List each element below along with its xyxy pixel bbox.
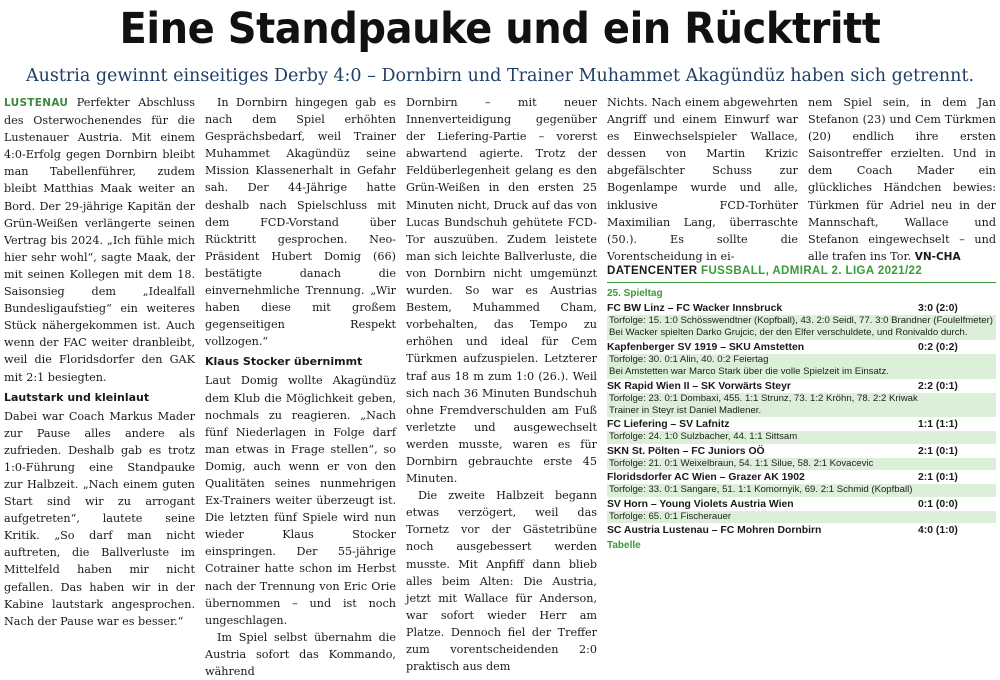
match-teams: SC Austria Lustenau – FC Mohren Dornbirn — [607, 525, 822, 537]
match-list — [607, 301, 996, 537]
match-teams: FC Liefering – SV Lafnitz — [607, 419, 730, 431]
datacenter-header — [607, 262, 996, 280]
match-details — [607, 431, 996, 443]
match-score: 1:1 (1:1) — [918, 419, 958, 431]
paragraph: Dabei war Coach Markus Mader zur Pause alles andere als zufrieden. Deshalb gab es trotz 1:0-Führung eine Standpauke zur Halbzeit. „Nach einem guten Start sind wir zu arrogant aufgetreten“, lautete seine Kritik. „So darf man nicht auftreten, die Ballverluste im Mittelfeld haben mir nicht gefallen. Das haben wir in der Kabine lautstark angesprochen. Nach der Pause war es besser.“ — [4, 409, 195, 628]
match-detail-line: Torfolge: 15. 1:0 Schösswendtner (Kopfball), 43. 2:0 Seidl, 77. 3:0 Brandner (Foulelfmeter) — [609, 315, 993, 326]
match-detail-line: Torfolge: 33. 0:1 Sangare, 51. 1:1 Komornyik, 69. 2:1 Schmid (Kopfball) — [609, 484, 913, 496]
match-row — [607, 301, 996, 315]
subheadline: Austria gewinnt einseitiges Derby 4:0 – Dornbirn und Trainer Muhammet Akagündüz haben sich getrennt. — [25, 66, 975, 86]
match-details — [607, 393, 996, 418]
paragraph: In Dornbirn hingegen gab es nach dem Spiel erhöhten Gesprächsbedarf, weil Trainer Muhammet Akagündüz seine Mission Klassenerhalt in Gefahr sah. Der 44-Jährige hatte deshalb nach Spielschluss mit dem FCD-Vorstand über Rücktritt gesprochen. Neo-Präsident Hubert Domig (66) bestätigte danach die einvernehmliche Trennung. „Wir haben diese mit großem gegenseitigen Respekt vollzogen.“ — [205, 96, 396, 349]
match-details — [607, 458, 996, 470]
match-detail-line: Torfolge: 21. 0:1 Weixelbraun, 54. 1:1 Silue, 58. 2:1 Kovacevic — [609, 457, 874, 469]
match-details — [607, 354, 996, 379]
match-detail-line: Torfolge: 24. 1:0 Sulzbacher, 44. 1:1 Sittsam — [609, 431, 798, 443]
match-details — [607, 511, 996, 523]
match-row — [607, 340, 996, 354]
match-teams: Floridsdorfer AC Wien – Grazer AK 1902 — [607, 472, 805, 484]
author-signoff: VN-CHA — [914, 250, 961, 263]
match-teams: SK Rapid Wien II – SK Vorwärts Steyr — [607, 380, 791, 392]
paragraph: Laut Domig wollte Akagündüz dem Klub die Möglichkeit geben, nochmals zu reagieren. „Nach fünf Niederlagen in Folge darf man etwas in Frage stellen“, so Domig, auch wenn er von den Qualitäten seines nunmehrigen Ex-Trainers weiter überzeugt ist. Die letzten fünf Spiele wird nun wieder Klaus Stocker einspringen. Der 55-jährige Cotrainer hatte schon im Herbst nach der Trennung von Eric Orie übernommen – und ist noch ungeschlagen. — [205, 374, 396, 627]
match-detail-line: Bei Wacker spielten Darko Grujcic, der den Elfer verschuldete, und Ronivaldo durch. — [609, 327, 968, 339]
match-score: 2:1 (0:1) — [918, 445, 958, 457]
match-score: 3:0 (2:0) — [918, 303, 958, 314]
headline: Eine Standpauke und ein Rücktritt — [119, 4, 881, 54]
article-column-3 — [406, 94, 597, 674]
match-detail-line: Torfolge: 65. 0:1 Fischerauer — [609, 510, 732, 522]
match-row — [607, 379, 996, 393]
match-row — [607, 523, 996, 537]
paragraph: Dornbirn – mit neuer Innenverteidigung gegenüber der Liefering-Partie – vorerst abwartend agierte. Trotz der Feldüberlegenheit gelang es den Grün-Weißen in den ersten 25 Minuten nicht, Druck auf das von Lucas Bundschuh gehütete FCD-Tor auszuüben. Zudem leistete man sich leichte Ballverluste, die von Dornbirn nicht umgemünzt wurden. So war es Austrias Bestem, Muhammed Cham, vorbehalten, das Tempo zu erhöhen und ideal für Cem Türkmen aufzuspielen. Letzterer traf aus 18 m zum 1:0 (26.). Weil sich nach 36 Minuten Bundschuh ohne Fremdverschulden am Fuß verletzte und ausgewechselt werden musste, waren es für Dornbirn gebrauchte erste 45 Minuten. — [406, 96, 597, 486]
article-column-1 — [4, 94, 195, 628]
match-teams: SKN St. Pölten – FC Juniors OÖ — [607, 445, 765, 457]
article-column-4 — [607, 94, 798, 263]
match-score: 4:0 (1:0) — [918, 525, 958, 537]
paragraph: Nichts. Nach einem abgewehrten Angriff und einem Einwurf war es Einwechselspieler Wallace, dessen von Martin Krizic abgefälschter Schuss zur Bogenlampe wurde und alle, inklusive FCD-Torhüter Maximilian Lang, überraschte (50.). Es sollte die Vorentscheidung in ei- — [607, 96, 798, 263]
match-row — [607, 417, 996, 431]
round-label: 25. Spieltag — [607, 288, 663, 299]
table-label: Tabelle — [607, 540, 641, 552]
match-detail-line: Bei Amstetten war Marco Stark über die volle Spielzeit im Einsatz. — [609, 366, 889, 378]
divider — [607, 282, 996, 283]
datacenter-box — [607, 262, 996, 552]
crosshead-1: Lautstark und kleinlaut — [4, 390, 150, 404]
league-label: FUSSBALL, ADMIRAL 2. LIGA 2021/22 — [701, 265, 923, 277]
match-teams: FC BW Linz – FC Wacker Innsbruck — [607, 303, 783, 314]
paragraph: Die zweite Halbzeit begann etwas verzögert, weil das Tornetz vor der Gästetribüne noch ausgebessert werden musste. Mit Anpfiff dann blieb alles beim Alten: Die Austria, jetzt mit Wallace für Anderson, war sofort wieder Herr am Platze. Dennoch fiel der Treffer zum vorentscheidenden 2:0 praktisch aus dem — [406, 489, 597, 674]
article-column-5 — [808, 94, 996, 263]
match-detail-line: Torfolge: 23. 0:1 Dombaxi, 455. 1:1 Strunz, 73. 1:2 Kröhn, 78. 2:2 Kriwak — [609, 392, 918, 404]
paragraph: Im Spiel selbst übernahm die Austria sofort das Kommando, während — [205, 630, 396, 678]
match-detail-line: Torfolge: 30. 0:1 Alin, 40. 0:2 Feiertag — [609, 353, 769, 365]
match-row — [607, 470, 996, 484]
paragraph: nem Spiel sein, in dem Jan Stefanon (23) und Cem Türkmen (20) endlich ihre ersten Saisontreffer erzielten. Und in dem Coach Mader ein glückliches Händchen bewies: Türkmen für Adriel neu in der Mannschaft, Wallace und Stefanon eingewechselt – und alle trafen ins Tor. — [808, 96, 996, 263]
match-score: 0:2 (0:2) — [918, 341, 958, 353]
dateline: LUSTENAU — [4, 97, 69, 109]
match-detail-line: Trainer in Steyr ist Daniel Madlener. — [609, 405, 762, 417]
match-teams: Kapfenberger SV 1919 – SKU Amstetten — [607, 341, 805, 353]
datacenter-label: DATENCENTER — [607, 265, 698, 277]
match-row — [607, 497, 996, 511]
article-column-2 — [205, 94, 396, 678]
match-details — [607, 484, 996, 496]
match-score: 2:1 (0:1) — [918, 472, 958, 484]
match-details — [607, 315, 996, 340]
match-score: 2:2 (0:1) — [918, 380, 958, 392]
match-teams: SV Horn – Young Violets Austria Wien — [607, 498, 794, 510]
crosshead-2: Klaus Stocker übernimmt — [205, 355, 363, 369]
paragraph: Perfekter Abschluss des Osterwochenendes für die Lustenauer Austria. Mit einem 4:0-Erfolg gegen Dornbirn bleibt man Tabellenführer, zudem bleibt Matthias Maak weiter an Bord. Der 29-jährige Kapitän der Grün-Weißen verlängerte seinen Vertrag bis 2024. „Ich fühle mich hier sehr wohl“, sagte Maak, der mit seinen Kollegen mit dem 18. Saisonsieg dem „Idealfall Bundesligaufstieg“ ein weiteres Stück nähergekommen ist. Auch wenn der FAC weiter dranbleibt, weil die Floridsdorfer den GAK mit 2:1 besiegten. — [4, 96, 195, 384]
match-score: 0:1 (0:0) — [918, 498, 958, 510]
match-row — [607, 444, 996, 458]
